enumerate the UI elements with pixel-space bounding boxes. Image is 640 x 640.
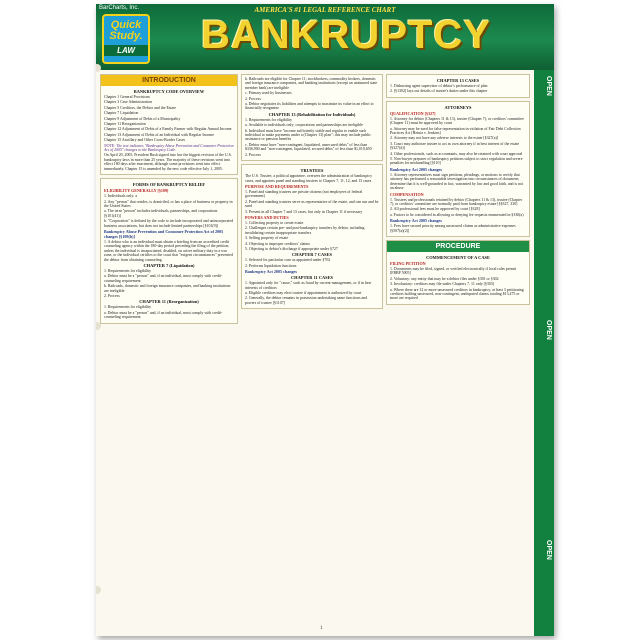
forms-heading: FORMS OF BANKRUPTCY RELIEF — [132, 182, 206, 188]
chapter-11-heading: CHAPTER 11 (Reorganization) — [139, 299, 199, 305]
powers-item: 4. Objecting to improper creditors' claims — [245, 241, 310, 246]
chapter-11-item: a. Debtor must be a "person" and, if an individual, must comply with credit-counseling requirement — [104, 310, 223, 320]
eligibility-item: b. "Corporation" is defined by the code to include incorporated and unincorporated business associations, but does not include limited partnerships [§101(9)] — [104, 219, 234, 228]
chapter-11-cases-item: a. Eligible creditors may elect trustee if appointment is authorized by court — [245, 291, 362, 295]
chapter-11-cases-item: 2. Generally, the debtor remains in possession undertaking same functions and powers of trustee [§1107] — [245, 296, 368, 305]
bapcpa-text: 1. A debtor who is an individual must obtain a briefing from an accredited credit counseling agency within the 180-day period preceding the filing of the petition, unless the individual is incapacitated, disabled, on active military duty in a war zone, or the individual certifies to the court that "exigent circumstances" prevented the debtor from obtaining counseling — [104, 239, 233, 262]
chapter-7-item: b. Railroads, domestic and foreign insurance companies, and banking institutions are ineligible — [104, 284, 231, 293]
powers-item: 1. Collecting property to create estate — [245, 220, 304, 225]
procedure-heading: PROCEDURE — [387, 241, 529, 252]
purpose-item: 2. Panel and standing trustees serve as representative of the estate, and can sue and be sued — [245, 199, 379, 209]
overview-heading: BANKRUPTCY CODE OVERVIEW — [133, 89, 205, 94]
filing-item: 3. Involuntary: creditors may file under Chapters 7, 11 only [§303] — [390, 282, 495, 287]
column-2 — [241, 74, 383, 630]
logo-law-label: LAW — [104, 45, 148, 56]
chapter-11-item: 1. Requirements for eligibility — [104, 305, 152, 310]
chapter-13-item: 1. Requirements for eligibility — [245, 117, 293, 122]
chapter-item: Chapter 11 Reorganization — [104, 122, 146, 127]
bapcpa-heading: Bankruptcy Abuse Prevention and Consumer Protection Act of 2005 changes [§109(h)] — [104, 228, 224, 239]
compensation-bapcpa-heading: Bankruptcy Act 2005 changes — [390, 218, 442, 224]
chart-subtitle: AMERICA'S #1 LEGAL REFERENCE CHART — [254, 6, 396, 14]
chapter-item: Chapter 5 Creditors, the Debtor and the Estate — [104, 105, 176, 110]
open-tab-2: OPEN — [545, 320, 552, 340]
chapter-item: Chapter 1 General Provisions — [104, 95, 150, 99]
compensation-heading: COMPENSATION — [390, 191, 424, 197]
quickstudy-logo — [102, 14, 150, 64]
eligibility-heading: ELIGIBILITY GENERALLY [§109] — [104, 188, 169, 194]
chapter-item: Chapter 13 Adjustment of Debts of an Individual with Regular Income — [104, 132, 214, 137]
column-3 — [386, 74, 530, 630]
qualification-item: 4. Other professionals, such as accountants, may also be retained with court approval — [390, 151, 523, 156]
qualification-item: 1. Attorney for debtor (Chapters 11 & 13), trustee (Chapter 7), or creditors' committee (Chapter 11) must be approved by court — [390, 116, 524, 126]
logo-line-1: Quick — [110, 19, 142, 31]
chart-header — [96, 4, 554, 70]
compensation-item: a. Factors to be considered in allowing or denying fee requests enumerated in §330(a) — [390, 212, 524, 217]
chapter-11-cases-heading: CHAPTER 11 CASES — [291, 275, 333, 281]
qualification-item: 5. Non-lawyer preparer of bankruptcy petitions subject to strict regulation and severe penalties for mishandling [§110] — [390, 157, 523, 166]
column-1 — [100, 74, 238, 630]
reference-chart-sheet — [96, 4, 554, 636]
chapter-7-heading: CHAPTER 7 (Liquidation) — [143, 262, 195, 268]
chapter-13-item: a. Available to individuals only; corporations and partnerships are ineligible — [245, 123, 363, 128]
chapter-7-cases-heading: CHAPTER 7 CASES — [291, 252, 332, 258]
chapter-7-cases-item: 2. Performs liquidation functions — [245, 263, 297, 268]
filing-item: 1. Documents may be filed, signed, or verified electronically if local rules permit [FRBP 5005] — [390, 266, 517, 276]
note-text: NOTE: The text indicates "Bankruptcy Abuse Prevention and Consumer Protection Act of 2005" changes to the Bankruptcy Code. — [104, 143, 234, 153]
chapter-7-item: 1. Requirements for eligibility — [104, 268, 152, 273]
chapter-item: Chapter 3 Case Administration — [104, 100, 153, 105]
introduction-heading: INTRODUCTION — [101, 75, 237, 86]
compensation-item: 1. Trustees and professionals retained by debtor (Chapters 11 & 13), trustee (Chapter 7), or creditors' committee are normally paid from bankruptcy estate [§§327, 330] — [390, 197, 523, 206]
chapter-item: Chapter 12 Adjustment of Debts of a Family Farmer with Regular Annual Income — [104, 127, 232, 132]
powers-item: 5. Objecting to debtor's discharge if appropriate under §727 — [245, 246, 338, 251]
chapter-13-item: b. Individual must have "income sufficiently stable and regular to enable such individual to make payments under a (Chapter 13) plan"; this may include public assistance or pension benefits — [245, 128, 372, 142]
page-number: 1 — [320, 626, 323, 631]
chapter-13-cases-item: 2. [§1302] lays out details of trustee's duties under this chapter — [390, 89, 488, 94]
text-item: 2. Process — [245, 96, 261, 101]
text-item: a. Debtor negotiates its liabilities and attempts to maximize its value in an effort to financially reorganize — [245, 102, 374, 111]
publisher-name: BarCharts, Inc. — [99, 5, 140, 11]
chapter-13-cases-section — [386, 74, 530, 98]
compensation-bapcpa-text: 1. Fees have second priority among unsecured claims as administrative expenses [§507(a)(2)] — [390, 224, 516, 233]
eligibility-item: 2. Any "person" that resides, is domiciled, or has a place of business or property in the United States — [104, 199, 233, 208]
procedure-section — [386, 240, 530, 305]
introduction-section — [100, 74, 238, 175]
open-tab-1: OPEN — [545, 76, 552, 96]
chart-title: BANKRUPTCY — [201, 13, 491, 57]
open-tab-strip — [534, 70, 554, 636]
trustees-paragraph: The U.S. Trustee, a political appointee, oversees the administration of bankruptcy cases, and appoints panel and standing trustees to Chapter 7, 11, 12, and 13 cases — [245, 174, 373, 183]
eligibility-item: a. The term "person" includes individuals, partnerships, and corporations [§101(41)] — [104, 209, 218, 218]
chapter-13-cases-item: 1. Disbursing agent supervisor of debtor's performance of plan — [390, 84, 488, 88]
chapter-item: Chapter 7 Liquidation — [104, 111, 139, 116]
chapter-7-cases-item: 1. Selected for particular case as appointed under §702 — [245, 258, 331, 263]
chapter-13-cases-heading: CHAPTER 13 CASES — [436, 78, 480, 83]
chapter-13-item: 2. Process — [245, 152, 261, 157]
purpose-heading: PURPOSE AND REQUIREMENTS — [245, 183, 309, 189]
logo-line-2: Study. — [109, 30, 143, 42]
filing-heading: FILING PETITION — [390, 260, 426, 266]
attorney-bapcpa-heading: Bankruptcy Act 2005 changes — [390, 166, 442, 172]
qualification-item: a. Attorney may be sued for false representation in violation of Fair Debt Collection Practices Act [Heintz v. Jenkins] — [390, 126, 521, 136]
attorneys-heading: ATTORNEYS — [444, 104, 472, 110]
chapter-13-heading: CHAPTER 13 (Rehabilitation for Individuals) — [268, 111, 356, 117]
eligibility-item: 1. Individuals only: a — [104, 194, 138, 199]
purpose-item: 3. Present in all Chapter 7 and 13 cases, but only in Chapter 11 if necessary — [245, 209, 363, 214]
attorney-bapcpa-text: 1. Attorney representatives must sign petitions, pleadings, or motions to certify that attorney has performed a reasonable investigation into circumstances of document; determine that it is well-grounded in fact, warranted by law and good faith, and is not an abuse — [390, 172, 523, 191]
powers-item: 2. Challenges certain pre- and post-bankruptcy transfers by debtor, including invalidating certain inappropriate transfers — [245, 226, 365, 235]
powers-item: 3. Selling property of estate — [245, 236, 289, 241]
intro-paragraph: On April 20, 2005, President Bush signed into law the biggest revision of the U.S. bankruptcy laws in more than 25 years. The majority of these revisions went into effect 180 days after enactment, although some provisions went into effect immediately. Chapter 15 is amended by the new code effective July 1, 2005. — [104, 153, 232, 171]
chapter-13-item: c. Debtor must have "non-contingent, liquidated, unsecured debts" of less than $336,900 and "non-contingent, liquidated, secured debts" of less than $1,010,650 — [245, 142, 372, 152]
open-tab-3: OPEN — [545, 540, 552, 560]
text-item: c. Primary used by businesses — [245, 91, 292, 96]
trustees-heading: TRUSTEES — [300, 168, 324, 174]
purpose-item: 1. Panel and standing trustees are private citizens (not employees of federal government) — [245, 189, 363, 199]
forms-of-relief-section — [100, 178, 238, 324]
commencement-heading: COMMENCEMENT OF A CASE — [426, 254, 490, 260]
chapter-7-item: 2. Process — [104, 294, 120, 298]
chapter-11-cases-item: 1. Appointed only for "cause," such as fraud by current management, or if in best interests of creditors — [245, 281, 372, 290]
trustees-section — [241, 164, 383, 309]
chapter-item: Chapter 15 Ancillary and Other Cross-Border Cases — [104, 138, 186, 143]
powers-heading: POWERS AND DUTIES — [245, 214, 289, 220]
qualification-item: 3. Court may authorize trustee to act as own attorney if in best interest of the estate [§327(d)] — [390, 141, 520, 151]
attorneys-section — [386, 101, 530, 237]
chapter-item: Chapter 9 Adjustment of Debts of a Municipality — [104, 116, 181, 121]
chapter-11-continued — [241, 74, 383, 161]
filing-item: a. Where there are 12 or more unsecured creditors in bankruptcy, at least 3 petitioning creditors holding unsecured, non-contingent, undisputed claims totaling $13,475 or more are required — [390, 287, 524, 301]
qualification-item: 2. Attorney may not have any adverse interests to the estate [§327(a)] — [390, 136, 499, 141]
chapter-7-bapcpa-heading: Bankruptcy Act 2005 changes — [245, 269, 297, 275]
filing-item: 2. Voluntary: any entity that may be a debtor files under §301 or §302 — [390, 276, 499, 281]
qualification-heading: QUALIFICATION [§327] — [390, 110, 436, 116]
compensation-item: 2. All professional fees must be approved by court [§328] — [390, 207, 480, 212]
binder-hole — [96, 64, 101, 72]
text-item: b. Railroads are eligible for Chapter 11; stockbrokers, commodity brokers, domestic and foreign insurance companies, and banking institutions (except an uninsured state member bank) are ineligible — [245, 77, 378, 90]
chapter-7-item: a. Debtor must be a "person" and, if an individual, must comply with credit-counseling requirement — [104, 274, 223, 283]
